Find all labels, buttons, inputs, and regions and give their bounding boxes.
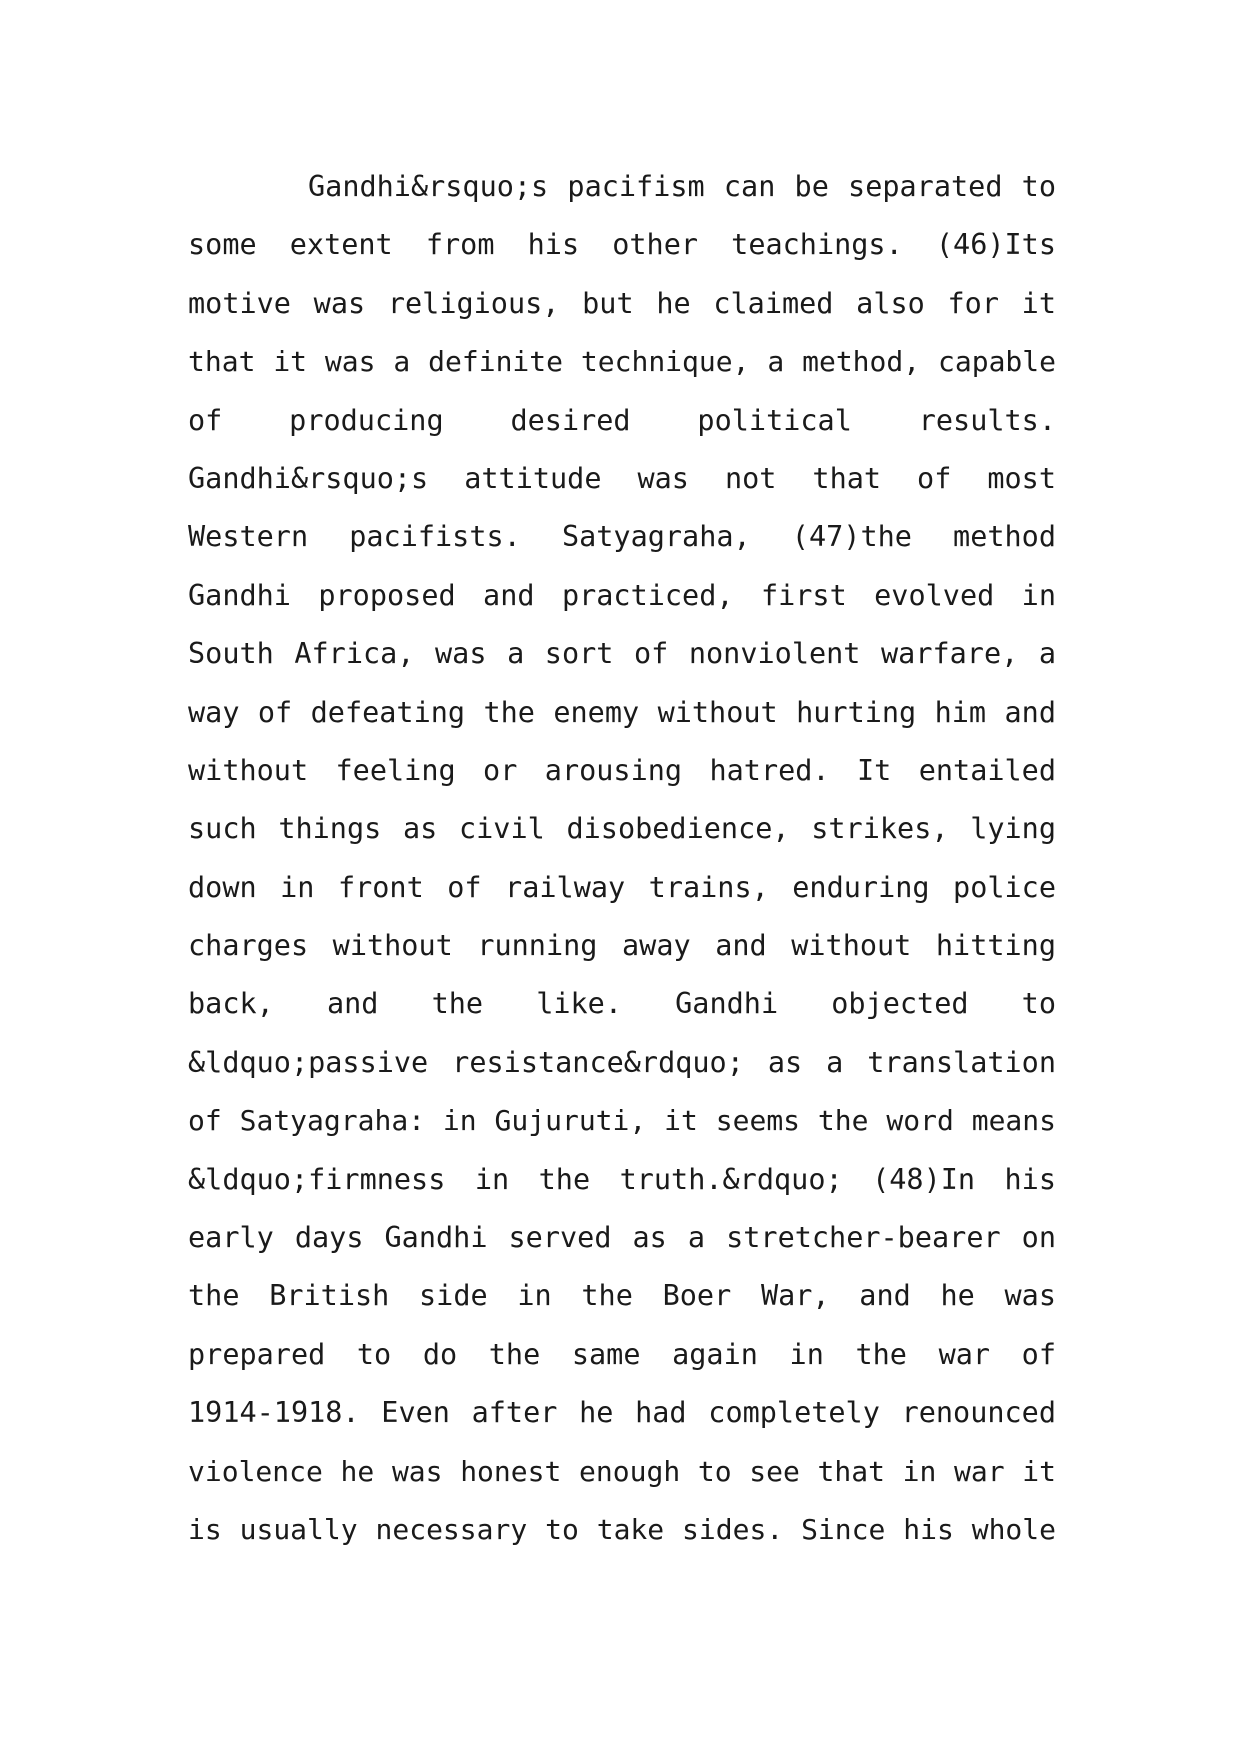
text-line: South Africa, was a sort of nonviolent warfare, a — [188, 637, 1056, 671]
text-line: &ldquo;firmness in the truth.&rdquo; (48)In his — [188, 1162, 1056, 1196]
text-line: of Satyagraha: in Gujuruti, it seems the word means — [188, 1104, 1056, 1138]
text-line: the British side in the Boer War, and he was — [188, 1279, 1056, 1313]
text-line: such things as civil disobedience, strikes, lying — [188, 812, 1056, 846]
text-line: early days Gandhi served as a stretcher-bearer on — [188, 1221, 1056, 1255]
text-line: some extent from his other teachings. (46)Its — [188, 228, 1056, 262]
text-line: Gandhi&rsquo;s pacifism can be separated to — [308, 170, 1056, 203]
text-line: Gandhi proposed and practiced, first evolved in — [188, 578, 1056, 612]
text-line: of producing desired political results. — [188, 403, 1056, 437]
body-paragraph — [188, 158, 1056, 1559]
text-line: way of defeating the enemy without hurting him and — [188, 695, 1056, 729]
text-line: violence he was honest enough to see that in war it — [188, 1454, 1056, 1488]
text-line: down in front of railway trains, enduring police — [188, 870, 1056, 904]
text-line: 1914-1918. Even after he had completely renounced — [188, 1396, 1056, 1430]
text-line: Gandhi&rsquo;s attitude was not that of most — [188, 461, 1056, 495]
text-line: without feeling or arousing hatred. It entailed — [188, 753, 1056, 787]
text-line: motive was religious, but he claimed also for it — [188, 286, 1056, 320]
text-line: prepared to do the same again in the war of — [188, 1337, 1056, 1371]
text-line: is usually necessary to take sides. Since his whole — [188, 1512, 1056, 1546]
text-line: back, and the like. Gandhi objected to — [188, 987, 1056, 1021]
text-line: Western pacifists. Satyagraha, (47)the method — [188, 520, 1056, 554]
text-line: that it was a definite technique, a method, capable — [188, 345, 1056, 379]
text-line: charges without running away and without hitting — [188, 929, 1056, 963]
text-line: &ldquo;passive resistance&rdquo; as a translation — [188, 1045, 1056, 1079]
